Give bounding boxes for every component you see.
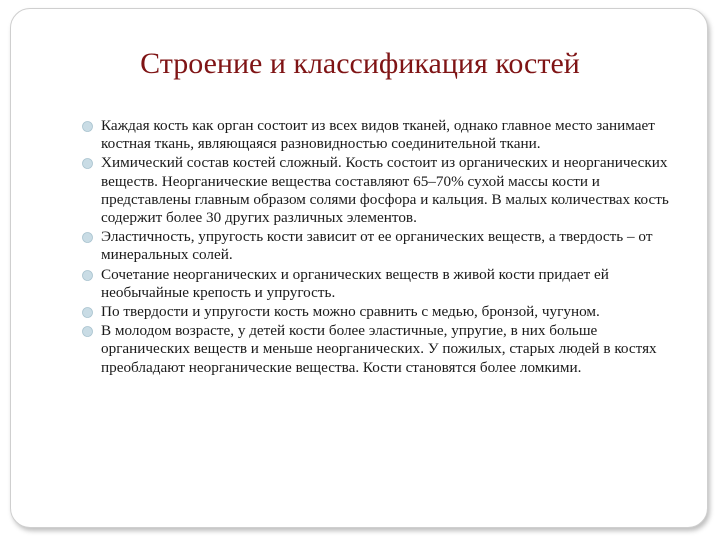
list-item xyxy=(80,228,680,264)
bullet-circle-icon xyxy=(82,232,93,243)
slide-title: Строение и классификация костей xyxy=(140,47,580,80)
bullet-list xyxy=(80,117,680,378)
bullet-circle-icon xyxy=(82,121,93,132)
bullet-text: Химический состав костей сложный. Кость состоит из органических и неорганических веществ. Неорганические вещества составляют 65–70% сухой массы кости и представлены главным образом солями фосфора и кальция. В малых количествах кость содержит более 30 других различных элементов. xyxy=(101,154,669,227)
bullet-circle-icon xyxy=(82,158,93,169)
list-item xyxy=(80,266,680,302)
bullet-text: Каждая кость как орган состоит из всех видов тканей, однако главное место занимает костная ткань, являющаяся разновидностью соединительной ткани. xyxy=(101,117,655,153)
bullet-text: Сочетание неорганических и органических веществ в живой кости придает ей необычайные крепость и упругость. xyxy=(101,265,609,301)
list-item xyxy=(80,303,680,321)
list-item xyxy=(80,117,680,153)
bullet-circle-icon xyxy=(82,307,93,318)
bullet-text: В молодом возрасте, у детей кости более эластичные, упругие, в них больше органических веществ и меньше неорганических. У пожилых, старых людей в костях преобладают неорганические вещества. Кости становятся более ломкими. xyxy=(101,322,657,376)
bullet-text: Эластичность, упругость кости зависит от ее органических веществ, а твердость – от минеральных солей. xyxy=(101,228,653,264)
bullet-circle-icon xyxy=(82,270,93,281)
bullet-circle-icon xyxy=(82,326,93,337)
list-item xyxy=(80,154,680,227)
list-item xyxy=(80,322,680,377)
bullet-text: По твердости и упругости кость можно сравнить с медью, бронзой, чугуном. xyxy=(101,303,600,321)
